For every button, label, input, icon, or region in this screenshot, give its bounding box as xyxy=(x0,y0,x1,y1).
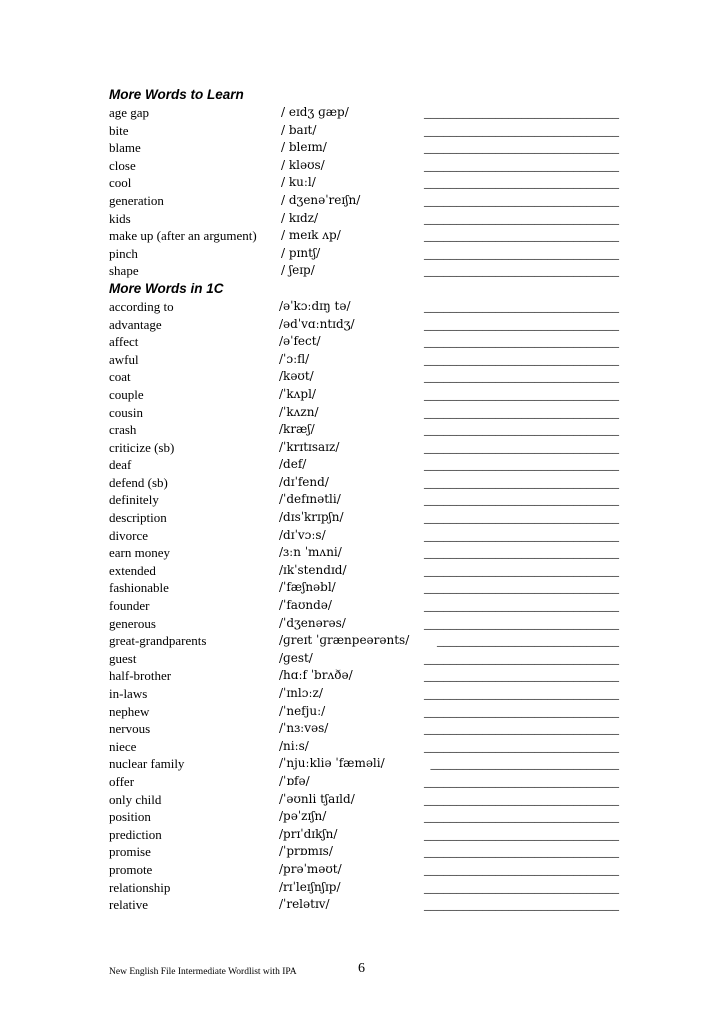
translation-blank-line: ______________________________ xyxy=(424,105,619,120)
word-text: promise xyxy=(109,844,151,860)
translation-blank-line: ______________________________ xyxy=(424,791,619,807)
word-text: crash xyxy=(109,422,137,438)
word-text: half-brother xyxy=(109,668,172,684)
word-text: only child xyxy=(109,791,162,807)
word-row xyxy=(109,333,619,351)
word-row xyxy=(109,474,619,492)
ipa-transcription: / kuːl/ xyxy=(281,175,316,190)
word-text: nervous xyxy=(109,721,151,737)
word-text: cool xyxy=(109,175,132,191)
ipa-transcription: /dɪsˈkrɪpʃn/ xyxy=(279,510,344,525)
word-text: deaf xyxy=(109,457,132,473)
word-row xyxy=(109,562,619,580)
word-text: make up (after an argument) xyxy=(109,228,257,244)
word-text: according to xyxy=(109,298,174,314)
ipa-transcription: /kræʃ/ xyxy=(279,422,315,437)
translation-blank-line: ______________________________ xyxy=(424,562,619,578)
section-more-words-in-1c xyxy=(109,298,619,914)
ipa-transcription: /kəʊt/ xyxy=(279,369,314,384)
translation-blank-line: ______________________________ xyxy=(424,369,619,385)
ipa-transcription: /dɪˈfend/ xyxy=(279,474,329,489)
word-row xyxy=(109,843,619,861)
word-text: nuclear family xyxy=(109,756,185,772)
translation-blank-line: ______________________________ xyxy=(424,334,619,350)
ipa-transcription: /ədˈvɑːntɪdʒ/ xyxy=(279,316,355,331)
translation-blank-line: ______________________________ xyxy=(424,122,619,138)
translation-blank-line: ______________________________ xyxy=(424,598,619,614)
translation-blank-line: ______________________________ xyxy=(424,844,619,860)
word-row xyxy=(109,122,619,140)
word-row xyxy=(109,139,619,157)
translation-blank-line: ______________________________ xyxy=(424,773,619,789)
word-row xyxy=(109,509,619,527)
word-text: affect xyxy=(109,334,139,350)
word-row xyxy=(109,738,619,756)
word-row xyxy=(109,791,619,809)
translation-blank-line: ______________________________ xyxy=(424,457,619,473)
word-row xyxy=(109,650,619,668)
ipa-transcription: /prəˈməʊt/ xyxy=(279,861,342,876)
word-text: awful xyxy=(109,351,139,367)
translation-blank-line: ______________________________ xyxy=(424,615,619,631)
word-row xyxy=(109,404,619,422)
section-heading-more-words-in-1c: More Words in 1C xyxy=(109,280,224,296)
word-text: divorce xyxy=(109,527,148,543)
word-text: in-laws xyxy=(109,686,148,701)
translation-blank-line: ______________________________ xyxy=(424,721,619,737)
translation-blank-line: ______________________________ xyxy=(424,510,619,526)
word-row xyxy=(109,755,619,773)
translation-blank-line: ______________________________ xyxy=(424,580,619,596)
ipa-transcription: /def/ xyxy=(279,457,307,472)
ipa-transcription: / ʃeɪp/ xyxy=(281,263,315,278)
translation-blank-line: ______________________________ xyxy=(424,422,619,438)
translation-blank-line: ______________________________ xyxy=(424,650,619,666)
ipa-transcription: /ˈnɜːvəs/ xyxy=(279,721,329,736)
section-more-words-to-learn xyxy=(109,104,619,280)
translation-blank-line: ______________________________ xyxy=(424,386,619,402)
translation-blank-line: ______________________________ xyxy=(424,474,619,490)
word-row xyxy=(109,597,619,615)
word-text: criticize (sb) xyxy=(109,439,175,455)
translation-blank-line: ______________________________ xyxy=(424,298,619,314)
word-row xyxy=(109,192,619,210)
word-text: close xyxy=(109,157,136,173)
word-row xyxy=(109,456,619,474)
word-text: guest xyxy=(109,650,137,666)
ipa-transcription: /rɪˈleɪʃnʃɪp/ xyxy=(279,879,341,894)
word-row xyxy=(109,703,619,721)
translation-blank-line: ______________________________ xyxy=(424,263,619,279)
word-row xyxy=(109,544,619,562)
word-text: blame xyxy=(109,140,141,156)
translation-blank-line: _____________________________ xyxy=(430,756,619,772)
ipa-transcription: /hɑːf ˈbrʌðə/ xyxy=(279,668,353,683)
wordlist-content xyxy=(109,86,619,914)
word-text: shape xyxy=(109,263,139,279)
word-row xyxy=(109,262,619,280)
ipa-transcription: /ˈɪnlɔːz/ xyxy=(279,686,323,700)
ipa-transcription: /ˈnjuːkliə ˈfæməli/ xyxy=(279,756,385,771)
word-text: offer xyxy=(109,773,135,789)
word-text: defend (sb) xyxy=(109,474,168,490)
ipa-transcription: / kɪdz/ xyxy=(281,210,319,225)
translation-blank-line: ______________________________ xyxy=(424,686,619,701)
word-text: promote xyxy=(109,861,153,877)
word-text: position xyxy=(109,809,151,825)
word-text: definitely xyxy=(109,492,159,508)
word-text: age gap xyxy=(109,105,150,120)
ipa-transcription: /ˈɔːfl/ xyxy=(279,351,310,366)
ipa-transcription: / meɪk ʌp/ xyxy=(281,228,341,243)
ipa-transcription: /ˈɒfə/ xyxy=(279,773,310,788)
word-text: cousin xyxy=(109,404,143,420)
translation-blank-line: ______________________________ xyxy=(424,175,619,191)
word-row xyxy=(109,808,619,826)
ipa-transcription: /ˈdʒenərəs/ xyxy=(279,615,346,630)
word-row xyxy=(109,421,619,439)
word-row xyxy=(109,439,619,457)
ipa-transcription: / kləʊs/ xyxy=(281,157,325,172)
word-text: niece xyxy=(109,738,137,754)
word-row xyxy=(109,879,619,897)
footer-title: New English File Intermediate Wordlist with IPA xyxy=(109,967,297,977)
ipa-transcription: /əˈkɔːdɪŋ tə/ xyxy=(279,298,351,313)
word-row xyxy=(109,861,619,879)
ipa-transcription: /ˈfæʃnəbl/ xyxy=(279,580,336,595)
word-text: founder xyxy=(109,598,150,614)
word-text: earn money xyxy=(109,545,171,561)
word-text: great-grandparents xyxy=(109,633,207,649)
translation-blank-line: ______________________________ xyxy=(424,210,619,226)
word-text: nephew xyxy=(109,703,150,719)
word-text: relationship xyxy=(109,879,171,895)
translation-blank-line: ______________________________ xyxy=(424,492,619,508)
word-text: fashionable xyxy=(109,580,169,596)
translation-blank-line: ______________________________ xyxy=(424,140,619,156)
ipa-transcription: /ɡreɪt ˈɡrænpeərənts/ xyxy=(279,633,410,648)
ipa-transcription: /ɪkˈstendɪd/ xyxy=(279,562,347,577)
ipa-transcription: /pəˈzɪʃn/ xyxy=(279,809,327,824)
ipa-transcription: / dʒenəˈreɪʃn/ xyxy=(281,192,361,207)
translation-blank-line: ______________________________ xyxy=(424,826,619,842)
ipa-transcription: /ˈdefɪnətli/ xyxy=(279,492,341,507)
ipa-transcription: /ɡest/ xyxy=(279,650,313,665)
word-row xyxy=(109,157,619,175)
word-row xyxy=(109,527,619,545)
word-text: kids xyxy=(109,210,131,226)
ipa-transcription: / pɪntʃ/ xyxy=(281,245,321,260)
translation-blank-line: ______________________________ xyxy=(424,703,619,719)
word-row xyxy=(109,667,619,685)
word-row xyxy=(109,826,619,844)
word-text: generation xyxy=(109,192,164,208)
word-text: advantage xyxy=(109,316,162,332)
word-text: couple xyxy=(109,386,144,402)
ipa-transcription: /ˈkʌpl/ xyxy=(279,386,316,401)
translation-blank-line: ______________________________ xyxy=(424,861,619,877)
word-row xyxy=(109,773,619,791)
ipa-transcription: / bleɪm/ xyxy=(281,140,327,155)
word-row xyxy=(109,615,619,633)
ipa-transcription: /dɪˈvɔːs/ xyxy=(279,527,326,542)
translation-blank-line: ____________________________ xyxy=(437,633,619,649)
word-row xyxy=(109,632,619,650)
word-row xyxy=(109,368,619,386)
ipa-transcription: /ˈrelətɪv/ xyxy=(279,897,330,912)
word-text: bite xyxy=(109,122,129,138)
word-row xyxy=(109,491,619,509)
word-row xyxy=(109,579,619,597)
ipa-transcription: /ˈprɒmɪs/ xyxy=(279,844,333,859)
translation-blank-line: ______________________________ xyxy=(424,527,619,543)
ipa-transcription: /ɜːn ˈmʌni/ xyxy=(279,545,342,560)
translation-blank-line: ______________________________ xyxy=(424,192,619,208)
ipa-transcription: /ˈnefjuː/ xyxy=(279,703,326,718)
ipa-transcription: /ˈkrɪtɪsaɪz/ xyxy=(279,439,340,454)
translation-blank-line: ______________________________ xyxy=(424,809,619,825)
translation-blank-line: ______________________________ xyxy=(424,879,619,895)
translation-blank-line: ______________________________ xyxy=(424,245,619,261)
word-text: pinch xyxy=(109,245,138,261)
ipa-transcription: / baɪt/ xyxy=(281,122,317,137)
word-row xyxy=(109,174,619,192)
word-row xyxy=(109,685,619,703)
translation-blank-line: ______________________________ xyxy=(424,897,619,913)
translation-blank-line: ______________________________ xyxy=(424,228,619,244)
page-number: 6 xyxy=(358,961,365,976)
word-row xyxy=(109,245,619,263)
translation-blank-line: ______________________________ xyxy=(424,404,619,420)
translation-blank-line: ______________________________ xyxy=(424,157,619,173)
section-heading-more-words-to-learn: More Words to Learn xyxy=(109,87,244,102)
translation-blank-line: ______________________________ xyxy=(424,668,619,684)
ipa-transcription: /ˈəʊnli tʃaɪld/ xyxy=(279,791,355,806)
word-row xyxy=(109,351,619,369)
word-row xyxy=(109,720,619,738)
word-text: coat xyxy=(109,369,131,385)
word-text: extended xyxy=(109,562,156,578)
translation-blank-line: ______________________________ xyxy=(424,738,619,754)
word-row xyxy=(109,227,619,245)
ipa-transcription: /niːs/ xyxy=(279,738,309,753)
ipa-transcription: /ˈkʌzn/ xyxy=(279,404,319,419)
ipa-transcription: /ˈfaʊndə/ xyxy=(279,598,332,613)
word-row xyxy=(109,104,619,122)
translation-blank-line: ______________________________ xyxy=(424,316,619,332)
word-row xyxy=(109,316,619,334)
ipa-transcription: /əˈfect/ xyxy=(279,334,321,349)
word-row xyxy=(109,386,619,404)
word-row xyxy=(109,298,619,316)
translation-blank-line: ______________________________ xyxy=(424,439,619,455)
word-text: description xyxy=(109,510,167,526)
ipa-transcription: / eɪdʒ ɡæp/ xyxy=(281,105,349,119)
translation-blank-line: ______________________________ xyxy=(424,545,619,561)
word-row xyxy=(109,896,619,914)
word-text: prediction xyxy=(109,826,162,842)
word-text: generous xyxy=(109,615,156,631)
ipa-transcription: /prɪˈdɪkʃn/ xyxy=(279,826,338,841)
translation-blank-line: ______________________________ xyxy=(424,351,619,367)
word-text: relative xyxy=(109,897,148,913)
word-row xyxy=(109,210,619,228)
